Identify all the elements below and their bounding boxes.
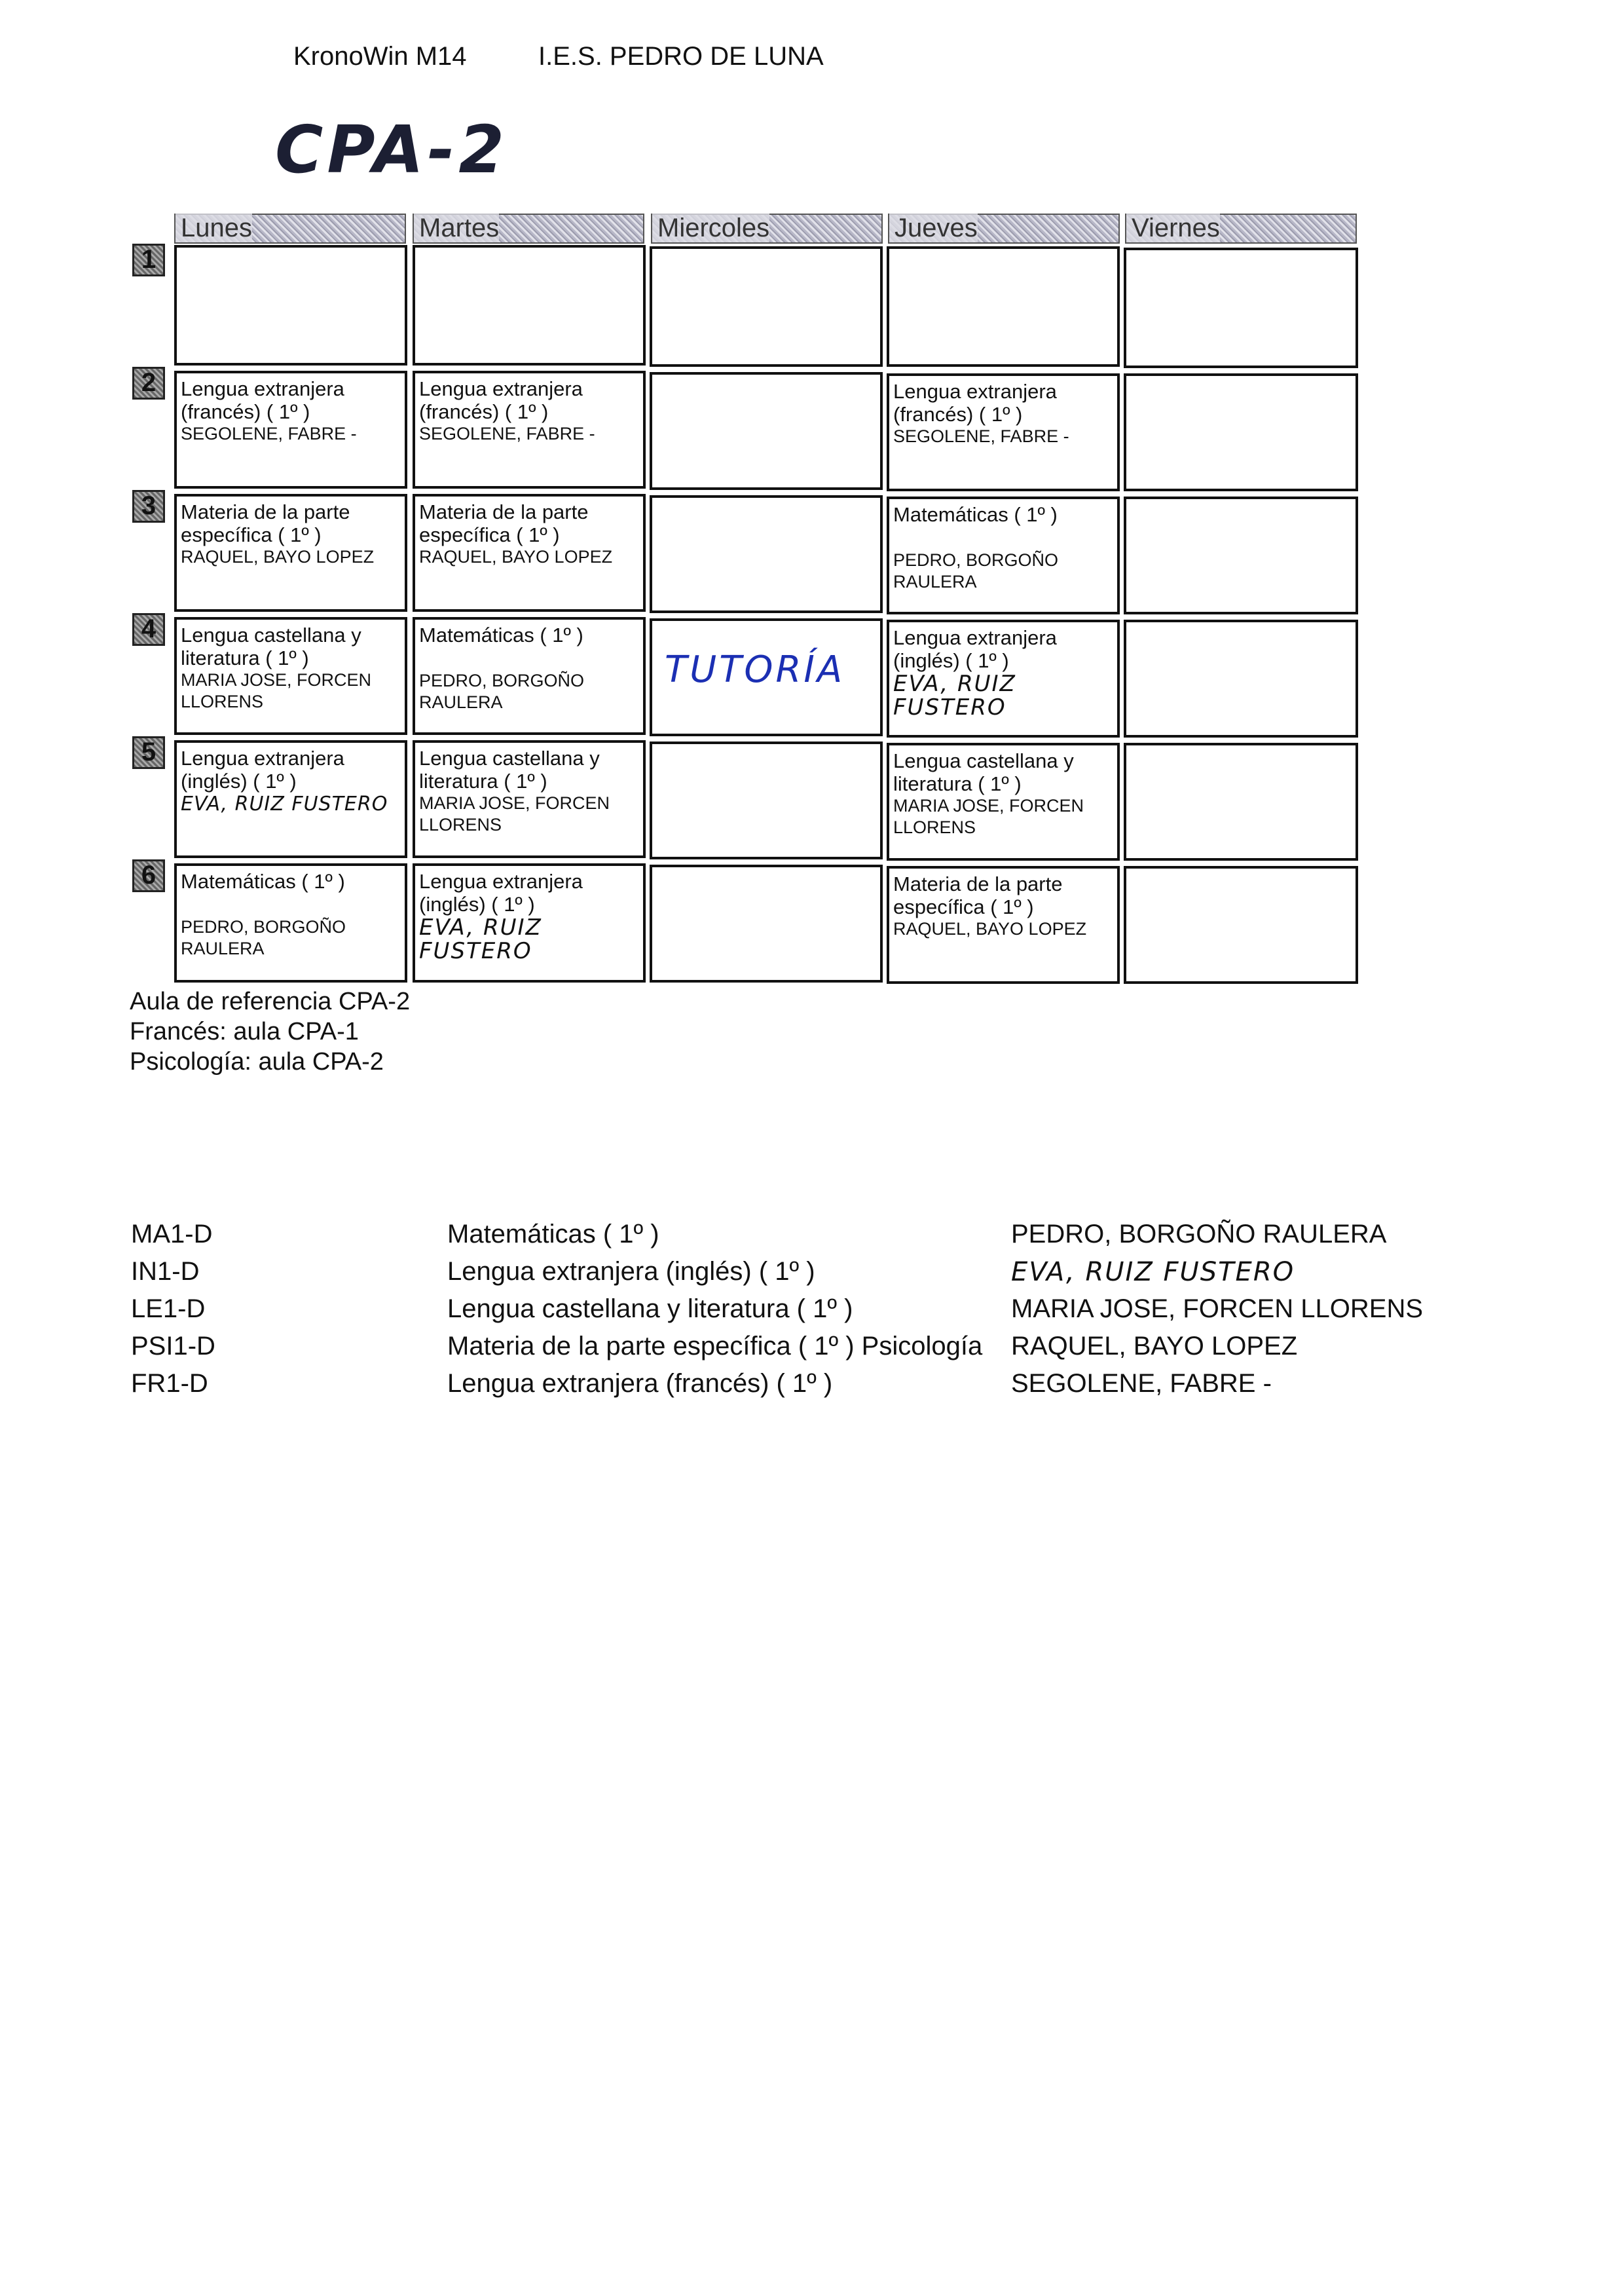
cell-p6-miercoles	[650, 865, 883, 983]
cell-p2-miercoles	[650, 372, 883, 490]
note-frances: Francés: aula CPA-1	[130, 1018, 359, 1045]
cell-subject: Lengua extranjera (francés) ( 1º )	[181, 377, 344, 423]
note-psicologia: Psicología: aula CPA-2	[130, 1048, 384, 1076]
cell-p1-jueves	[887, 246, 1120, 367]
cell-teacher: SEGOLENE, FABRE -	[419, 424, 595, 443]
cell-subject: Matemáticas ( 1º )	[893, 503, 1058, 526]
legend-teacher: PEDRO, BORGOÑO RAULERA	[1011, 1220, 1387, 1248]
cell-p4-martes	[413, 617, 646, 735]
legend-teacher: SEGOLENE, FABRE -	[1011, 1369, 1272, 1398]
day-header-miercoles: Miercoles	[651, 214, 883, 244]
cell-p5-jueves	[887, 743, 1120, 861]
cell-p5-miercoles	[650, 741, 883, 859]
cell-p5-viernes	[1124, 743, 1358, 861]
legend-code: IN1-D	[131, 1257, 200, 1286]
period-badge-3: 3	[132, 490, 165, 523]
period-badge-2: 2	[132, 367, 165, 400]
cell-subject: Lengua extranjera (inglés) ( 1º )	[419, 870, 583, 916]
cell-subject: Matemáticas ( 1º )	[419, 624, 583, 647]
class-title-handwritten: CPA-2	[275, 111, 508, 188]
cell-p3-martes	[413, 494, 646, 612]
cell-subject: Lengua extranjera (francés) ( 1º )	[893, 380, 1057, 426]
cell-p3-miercoles	[650, 495, 883, 613]
cell-teacher: RAQUEL, BAYO LOPEZ	[419, 547, 613, 567]
cell-subject: Lengua castellana y literatura ( 1º )	[181, 624, 361, 669]
legend-teacher: RAQUEL, BAYO LOPEZ	[1011, 1332, 1298, 1361]
cell-p5-lunes	[174, 740, 407, 858]
legend-subject: Lengua extranjera (francés) ( 1º )	[447, 1369, 833, 1398]
cell-teacher: SEGOLENE, FABRE -	[893, 426, 1069, 446]
cell-teacher: MARIA JOSE, FORCEN LLORENS	[181, 670, 372, 711]
cell-teacher: MARIA JOSE, FORCEN LLORENS	[419, 793, 610, 835]
cell-p6-jueves	[887, 866, 1120, 984]
period-badge-1: 1	[132, 244, 165, 276]
day-header-viernes: Viernes	[1125, 214, 1357, 244]
cell-subject: Materia de la parte específica ( 1º )	[419, 500, 589, 546]
legend-subject: Lengua castellana y literatura ( 1º )	[447, 1294, 853, 1323]
cell-p4-jueves	[887, 620, 1120, 738]
cell-p2-viernes	[1124, 373, 1358, 491]
cell-teacher: RAQUEL, BAYO LOPEZ	[893, 919, 1087, 939]
day-header-lunes: Lunes	[174, 214, 406, 244]
cell-teacher: PEDRO, BORGOÑO RAULERA	[893, 550, 1059, 591]
cell-p2-martes	[413, 371, 646, 489]
cell-teacher-handwritten: EVA, RUIZ FUSTERO	[419, 914, 542, 964]
cell-subject: Materia de la parte específica ( 1º )	[181, 500, 350, 546]
app-name: KronoWin M14	[293, 42, 467, 71]
note-aula-referencia: Aula de referencia CPA-2	[130, 988, 411, 1015]
cell-p5-martes	[413, 740, 646, 858]
cell-teacher: PEDRO, BORGOÑO RAULERA	[181, 917, 346, 958]
cell-subject: Lengua castellana y literatura ( 1º )	[893, 749, 1074, 795]
cell-teacher-handwritten: EVA, RUIZ FUSTERO	[181, 793, 388, 816]
period-badge-6: 6	[132, 859, 165, 892]
cell-teacher: MARIA JOSE, FORCEN LLORENS	[893, 796, 1084, 837]
cell-subject: Matemáticas ( 1º )	[181, 870, 345, 893]
cell-teacher: PEDRO, BORGOÑO RAULERA	[419, 671, 585, 712]
cell-p1-lunes	[174, 245, 407, 366]
legend-teacher: MARIA JOSE, FORCEN LLORENS	[1011, 1294, 1424, 1323]
school-name: I.E.S. PEDRO DE LUNA	[538, 42, 824, 71]
legend-subject: Matemáticas ( 1º )	[447, 1220, 659, 1248]
legend-teacher-handwritten: EVA, RUIZ FUSTERO	[1011, 1257, 1295, 1287]
cell-p2-jueves	[887, 373, 1120, 491]
cell-subject: Lengua extranjera (inglés) ( 1º )	[893, 626, 1057, 672]
cell-p1-miercoles	[650, 246, 883, 367]
cell-subject: Lengua extranjera (francés) ( 1º )	[419, 377, 583, 423]
cell-p3-lunes	[174, 494, 407, 612]
legend-code: FR1-D	[131, 1369, 208, 1398]
cell-p6-martes	[413, 863, 646, 983]
cell-p3-jueves	[887, 497, 1120, 614]
day-header-jueves: Jueves	[888, 214, 1120, 244]
legend-subject: Lengua extranjera (inglés) ( 1º )	[447, 1257, 815, 1286]
cell-p4-lunes	[174, 617, 407, 735]
legend-subject: Materia de la parte específica ( 1º ) Psicología	[447, 1332, 983, 1361]
period-badge-5: 5	[132, 736, 165, 769]
legend-code: MA1-D	[131, 1220, 213, 1248]
cell-p3-viernes	[1124, 497, 1358, 614]
cell-teacher: RAQUEL, BAYO LOPEZ	[181, 547, 375, 567]
tutoria-handwritten: TUTORÍA	[665, 648, 845, 691]
cell-p1-viernes	[1124, 248, 1358, 368]
cell-p4-viernes	[1124, 620, 1358, 738]
legend-code: PSI1-D	[131, 1332, 215, 1361]
legend-code: LE1-D	[131, 1294, 206, 1323]
cell-subject: Lengua extranjera (inglés) ( 1º )	[181, 747, 344, 793]
cell-subject: Lengua castellana y literatura ( 1º )	[419, 747, 600, 793]
cell-p1-martes	[413, 245, 646, 366]
cell-subject: Materia de la parte específica ( 1º )	[893, 873, 1063, 918]
cell-p6-viernes	[1124, 866, 1358, 984]
cell-teacher-handwritten: EVA, RUIZ FUSTERO	[893, 671, 1016, 721]
cell-p6-lunes	[174, 863, 407, 983]
cell-p2-lunes	[174, 371, 407, 489]
period-badge-4: 4	[132, 613, 165, 646]
cell-teacher: SEGOLENE, FABRE -	[181, 424, 357, 443]
day-header-martes: Martes	[413, 214, 644, 244]
